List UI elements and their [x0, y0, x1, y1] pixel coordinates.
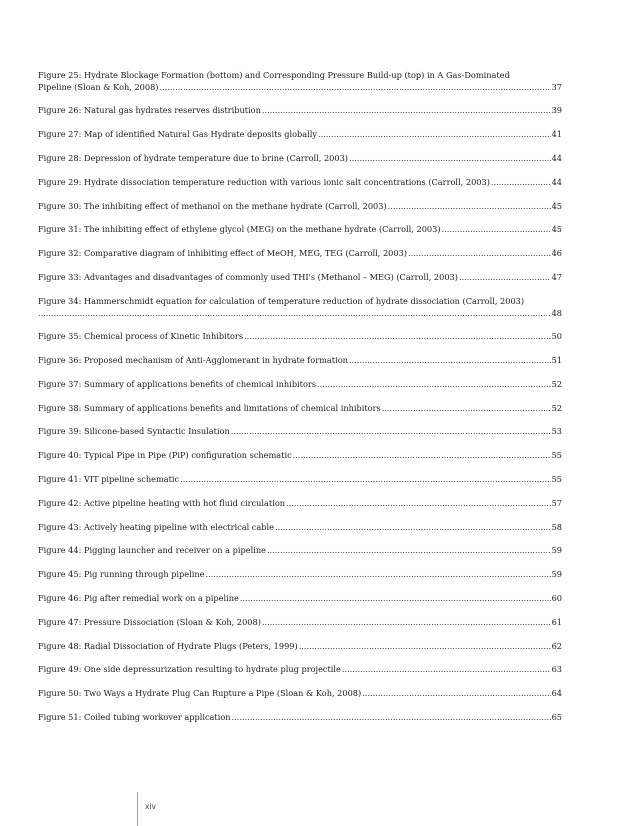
toc-page-number: 45 — [551, 224, 562, 235]
toc-entry[interactable] — [38, 152, 562, 164]
toc-entry-title: Figure 28: Depression of hydrate temperature due to brine (Carroll, 2003) — [38, 152, 348, 163]
toc-entry-title: Figure 48: Radial Dissociation of Hydrate Plugs (Peters, 1999) — [38, 640, 298, 651]
toc-page-number: 51 — [551, 354, 562, 365]
dot-leader — [286, 497, 551, 509]
toc-entry[interactable] — [38, 568, 562, 580]
toc-page-number: 57 — [551, 497, 562, 508]
toc-entry-title: Figure 34: Hammerschmidt equation for calculation of temperature reduction of hydrate dissociation (Carroll, 2003) — [38, 295, 525, 306]
dot-leader — [267, 544, 551, 556]
toc-entry[interactable] — [38, 69, 562, 93]
toc-entry[interactable] — [38, 200, 562, 212]
toc-page-number: 60 — [551, 592, 562, 603]
toc-entry-title: Figure 35: Chemical process of Kinetic Inhibitors — [38, 331, 244, 342]
toc-entry-title: Figure 36: Proposed mechanism of Anti-Agglomerant in hydrate formation — [38, 354, 348, 365]
dot-leader — [293, 449, 551, 461]
toc-entry-title: Figure 33: Advantages and disadvantages of commonly used THI's (Methanol – MEG) (Carroll, 2003) — [38, 271, 458, 282]
dot-leader — [317, 378, 551, 390]
toc-entry[interactable] — [38, 521, 562, 533]
toc-entry[interactable] — [38, 104, 562, 116]
toc-entry-title: Figure 43: Actively heating pipeline with electrical cable — [38, 521, 274, 532]
toc-page-number: 55 — [551, 473, 562, 484]
toc-entry-title: Figure 31: The inhibiting effect of ethylene glycol (MEG) on the methane hydrate (Carroll, 2003) — [38, 224, 441, 235]
toc-entry[interactable] — [38, 711, 562, 723]
dot-leader — [206, 568, 551, 580]
dot-leader — [262, 104, 551, 116]
toc-page-number: 47 — [551, 271, 562, 282]
toc-page-number: 48 — [551, 307, 562, 318]
toc-entry-title: Figure 47: Pressure Dissociation (Sloan & Koh, 2008) — [38, 616, 261, 627]
dot-leader — [349, 152, 551, 164]
toc-page-number: 44 — [551, 152, 562, 163]
dot-leader — [240, 592, 551, 604]
toc-entry-title: Figure 40: Typical Pipe in Pipe (PiP) configuration schematic — [38, 450, 292, 461]
toc-page-number: 52 — [551, 378, 562, 389]
toc-entry[interactable] — [38, 425, 562, 437]
toc-entry-title: Figure 50: Two Ways a Hydrate Plug Can Rupture a Pipe (Sloan & Koh, 2008) — [38, 688, 362, 699]
dot-leader — [362, 687, 550, 699]
dot-leader — [342, 663, 551, 675]
toc-entry[interactable] — [38, 592, 562, 604]
toc-entry[interactable] — [38, 473, 562, 485]
toc-entry[interactable] — [38, 247, 562, 259]
toc-entry[interactable] — [38, 271, 562, 283]
toc-entry-title: Figure 46: Pig after remedial work on a pipeline — [38, 592, 239, 603]
toc-entry[interactable] — [38, 663, 562, 675]
dot-leader — [231, 425, 551, 437]
toc-entry[interactable] — [38, 640, 562, 652]
toc-page-number: 53 — [551, 426, 562, 437]
dot-leader — [160, 81, 551, 93]
toc-entry-title: Figure 49: One side depressurization resulting to hydrate plug projectile — [38, 664, 341, 675]
dot-leader — [244, 330, 551, 342]
toc-page-number: 64 — [551, 688, 562, 699]
toc-entry-title: Figure 44: Pigging launcher and receiver on a pipeline — [38, 545, 266, 556]
dot-leader — [318, 128, 551, 140]
toc-entry[interactable] — [38, 354, 562, 366]
toc-entry-title: Figure 27: Map of identified Natural Gas Hydrate deposits globally — [38, 129, 317, 140]
toc-page-number: 61 — [551, 616, 562, 627]
toc-entry-title: Figure 51: Coiled tubing workover application — [38, 711, 231, 722]
dot-leader — [232, 711, 551, 723]
toc-entry[interactable] — [38, 378, 562, 390]
toc-entry-title-cont: Pipeline (Sloan & Koh, 2008) — [38, 82, 159, 92]
toc-entry[interactable] — [38, 616, 562, 628]
toc-entry-title: Figure 45: Pig running through pipeline — [38, 569, 205, 580]
toc-page-number: 50 — [551, 331, 562, 342]
page-footer — [137, 792, 156, 826]
dot-leader — [442, 223, 551, 235]
toc-page-number: 63 — [551, 664, 562, 675]
toc-entry[interactable] — [38, 402, 562, 414]
toc-page-number: 59 — [551, 569, 562, 580]
dot-leader — [38, 307, 551, 319]
page-number: xiv — [145, 802, 156, 811]
toc-entry[interactable] — [38, 295, 562, 319]
toc-page-number: 37 — [551, 82, 562, 92]
toc-page-number: 59 — [551, 545, 562, 556]
toc-page-number: 46 — [551, 248, 562, 259]
dot-leader — [299, 640, 551, 652]
toc-entry-title: Figure 26: Natural gas hydrates reserves distribution — [38, 105, 261, 116]
list-of-figures — [38, 69, 562, 735]
toc-entry-title: Figure 32: Comparative diagram of inhibiting effect of MeOH, MEG, TEG (Carroll, 2003) — [38, 248, 407, 259]
toc-entry[interactable] — [38, 687, 562, 699]
toc-entry[interactable] — [38, 223, 562, 235]
toc-page-number: 45 — [551, 200, 562, 211]
toc-entry[interactable] — [38, 128, 562, 140]
toc-entry[interactable] — [38, 449, 562, 461]
toc-page-number: 44 — [551, 176, 562, 187]
toc-entry[interactable] — [38, 544, 562, 556]
dot-leader — [491, 176, 551, 188]
toc-entry[interactable] — [38, 497, 562, 509]
toc-page-number: 52 — [551, 402, 562, 413]
dot-leader — [388, 200, 551, 212]
toc-entry[interactable] — [38, 176, 562, 188]
dot-leader — [349, 354, 551, 366]
toc-entry-title: Figure 39: Silicone-based Syntactic Insulation — [38, 426, 230, 437]
toc-entry-title: Figure 37: Summary of applications benefits of chemical inhibitors — [38, 378, 317, 389]
toc-entry-title: Figure 42: Active pipeline heating with hot fluid circulation — [38, 497, 286, 508]
dot-leader — [275, 521, 551, 533]
toc-page-number: 41 — [551, 129, 562, 140]
toc-entry-title: Figure 29: Hydrate dissociation temperature reduction with various ionic salt concentrations (Carroll, 2003) — [38, 176, 490, 187]
toc-page-number: 55 — [551, 450, 562, 461]
toc-page-number: 58 — [551, 521, 562, 532]
dot-leader — [262, 616, 551, 628]
toc-entry-title: Figure 38: Summary of applications benefits and limitations of chemical inhibitors — [38, 402, 381, 413]
toc-entry-title: Figure 25: Hydrate Blockage Formation (bottom) and Corresponding Pressure Build-up (top) in A Gas-Dominated — [38, 70, 510, 80]
dot-leader — [180, 473, 550, 485]
toc-page-number: 62 — [551, 640, 562, 651]
toc-entry[interactable] — [38, 330, 562, 342]
toc-page-number: 65 — [551, 711, 562, 722]
dot-leader — [382, 402, 551, 414]
toc-page-number: 39 — [551, 105, 562, 116]
toc-entry-title: Figure 30: The inhibiting effect of methanol on the methane hydrate (Carroll, 2003) — [38, 200, 387, 211]
dot-leader — [408, 247, 551, 259]
toc-entry-title: Figure 41: VIT pipeline schematic — [38, 473, 180, 484]
dot-leader — [459, 271, 551, 283]
